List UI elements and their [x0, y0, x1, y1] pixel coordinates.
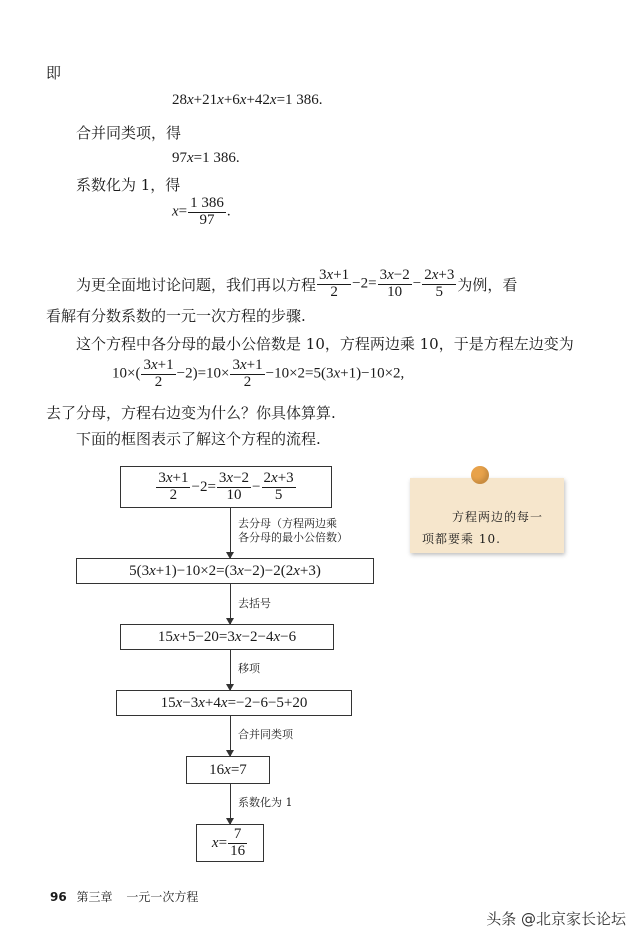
pushpin-icon [471, 466, 489, 484]
paragraph-line2: 看解有分数系数的一元一次方程的步骤. [46, 307, 306, 325]
footer [50, 888, 198, 905]
watermark: 头条 @北京家长论坛 [486, 910, 626, 928]
paragraph-line5: 去了分母，方程右边变为什么？你具体算算. [46, 404, 336, 422]
text-merge: 合并同类项，得 [76, 124, 182, 142]
step-label-1: 去分母（方程两边乘 各分母的最小公倍数） [238, 517, 348, 544]
chapter-title: 一元一次方程 [126, 890, 199, 904]
step-label-4: 合并同类项 [238, 728, 293, 741]
page-number: 96 [50, 890, 67, 904]
sticky-note [410, 478, 564, 553]
chapter-label: 第三章 [76, 890, 113, 904]
equation-2: 97x=1 386. [172, 150, 240, 166]
step-label-3: 移项 [238, 662, 260, 675]
flow-box-2: 5(3 x +1)−10×2=(3 x −2)−2(2 x +3) [76, 558, 374, 584]
paragraph-line6: 下面的框图表示了解这个方程的流程. [76, 430, 321, 448]
fraction-equation: $\frac{3x+1}{2}$ −2= $\frac{3x-2}{10}$ − $\frac{2x+3}{5}$ [319, 267, 455, 300]
text-coef: 系数化为 1，得 [76, 176, 181, 194]
text-ji: 即 [46, 64, 62, 82]
note-line-2: 项都要乘 10. [422, 532, 501, 546]
flow-box-5: 16 x =7 [186, 756, 270, 784]
step-label-2: 去括号 [238, 597, 271, 610]
flow-box-6: x = $\frac{7}{16}$ [196, 824, 264, 862]
equation-3: x= $\frac{1 386}{97}$ . [172, 195, 231, 228]
equation-1: 28x+21x+6x+42x=1 386. [172, 92, 323, 108]
step-label-5: 系数化为 1 [238, 796, 293, 809]
flow-box-1: $\frac{3x+1}{2}$ −2= $\frac{3x-2}{10}$ − $\frac{2x+3}{5}$ [120, 466, 332, 508]
note-line-1: 方程两边的每一 [452, 510, 544, 524]
flow-box-4: 15 x −3 x +4 x =−2−6−5+20 [116, 690, 352, 716]
left-side-expansion: 10×( $\frac{3x+1}{2}$ −2)=10× $\frac{3x+1}{2}$ −10×2=5(3x+1)−10×2, [112, 357, 405, 390]
flow-arrow-1 [230, 508, 231, 558]
flow-box-3: 15 x +5−20=3 x −2−4 x −6 [120, 624, 334, 650]
paragraph-intro: 为更全面地讨论问题，我们再以方程 $\frac{3x+1}{2}$ −2= $\frac{3x-2}{10}$ − $\frac{2x+3}{5}$ 为例，看 [76, 267, 518, 300]
paragraph-line3: 这个方程中各分母的最小公倍数是 10，方程两边乘 10，于是方程左边变为 [76, 335, 574, 353]
